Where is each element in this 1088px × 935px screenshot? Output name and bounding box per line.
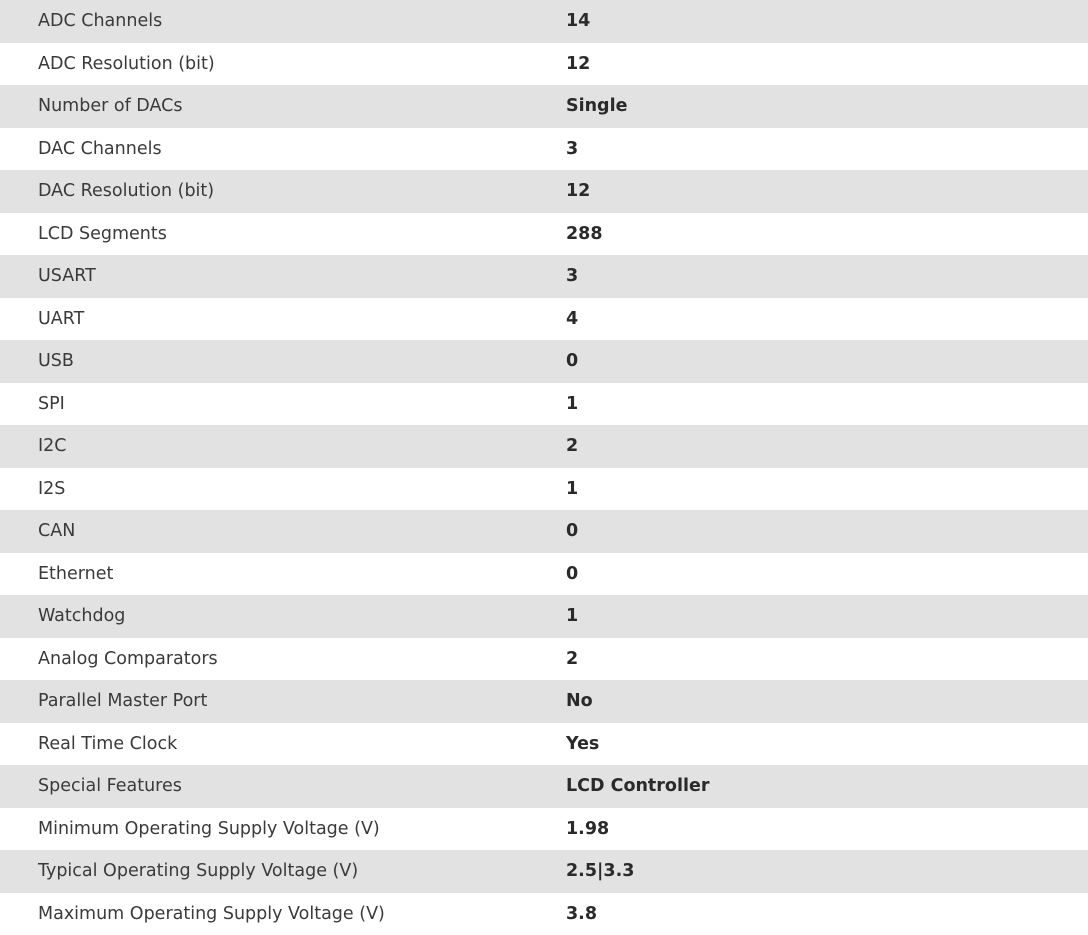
- table-row: [0, 0, 1088, 43]
- spec-value: LCD Controller: [566, 765, 1088, 808]
- table-row: [0, 170, 1088, 213]
- table-row: [0, 680, 1088, 723]
- spec-label: I2S: [0, 468, 566, 511]
- spec-value: 14: [566, 0, 1088, 43]
- spec-label: Real Time Clock: [0, 723, 566, 766]
- spec-value: 3.8: [566, 893, 1088, 935]
- spec-label: Watchdog: [0, 595, 566, 638]
- spec-value: No: [566, 680, 1088, 723]
- table-row: [0, 340, 1088, 383]
- spec-value: 0: [566, 553, 1088, 596]
- table-row: [0, 128, 1088, 171]
- spec-value: Single: [566, 85, 1088, 128]
- table-row: [0, 638, 1088, 681]
- spec-label: Special Features: [0, 765, 566, 808]
- table-row: [0, 383, 1088, 426]
- spec-label: ADC Channels: [0, 0, 566, 43]
- spec-label: UART: [0, 298, 566, 341]
- spec-value: 12: [566, 170, 1088, 213]
- spec-label: SPI: [0, 383, 566, 426]
- spec-value: 2.5|3.3: [566, 850, 1088, 893]
- spec-value: 0: [566, 510, 1088, 553]
- spec-label: USART: [0, 255, 566, 298]
- spec-label: Parallel Master Port: [0, 680, 566, 723]
- spec-value: 3: [566, 255, 1088, 298]
- spec-value: 288: [566, 213, 1088, 256]
- table-row: [0, 85, 1088, 128]
- spec-value: 0: [566, 340, 1088, 383]
- table-row: [0, 850, 1088, 893]
- spec-label: I2C: [0, 425, 566, 468]
- spec-value: 1.98: [566, 808, 1088, 851]
- spec-label: DAC Channels: [0, 128, 566, 171]
- table-row: [0, 723, 1088, 766]
- spec-value: 1: [566, 468, 1088, 511]
- spec-value: 1: [566, 383, 1088, 426]
- spec-label: CAN: [0, 510, 566, 553]
- table-row: [0, 553, 1088, 596]
- table-row: [0, 510, 1088, 553]
- spec-label: Ethernet: [0, 553, 566, 596]
- spec-label: Maximum Operating Supply Voltage (V): [0, 893, 566, 935]
- spec-value: 1: [566, 595, 1088, 638]
- spec-label: LCD Segments: [0, 213, 566, 256]
- spec-label: Number of DACs: [0, 85, 566, 128]
- spec-value: 2: [566, 638, 1088, 681]
- table-row: [0, 425, 1088, 468]
- spec-label: ADC Resolution (bit): [0, 43, 566, 86]
- table-row: [0, 893, 1088, 935]
- table-row: [0, 213, 1088, 256]
- table-row: [0, 808, 1088, 851]
- spec-label: USB: [0, 340, 566, 383]
- spec-value: Yes: [566, 723, 1088, 766]
- table-row: [0, 43, 1088, 86]
- table-row: [0, 468, 1088, 511]
- table-row: [0, 298, 1088, 341]
- spec-label: Typical Operating Supply Voltage (V): [0, 850, 566, 893]
- spec-label: Minimum Operating Supply Voltage (V): [0, 808, 566, 851]
- spec-value: 2: [566, 425, 1088, 468]
- spec-label: Analog Comparators: [0, 638, 566, 681]
- table-row: [0, 255, 1088, 298]
- table-row: [0, 765, 1088, 808]
- spec-value: 3: [566, 128, 1088, 171]
- spec-label: DAC Resolution (bit): [0, 170, 566, 213]
- spec-value: 4: [566, 298, 1088, 341]
- spec-value: 12: [566, 43, 1088, 86]
- table-row: [0, 595, 1088, 638]
